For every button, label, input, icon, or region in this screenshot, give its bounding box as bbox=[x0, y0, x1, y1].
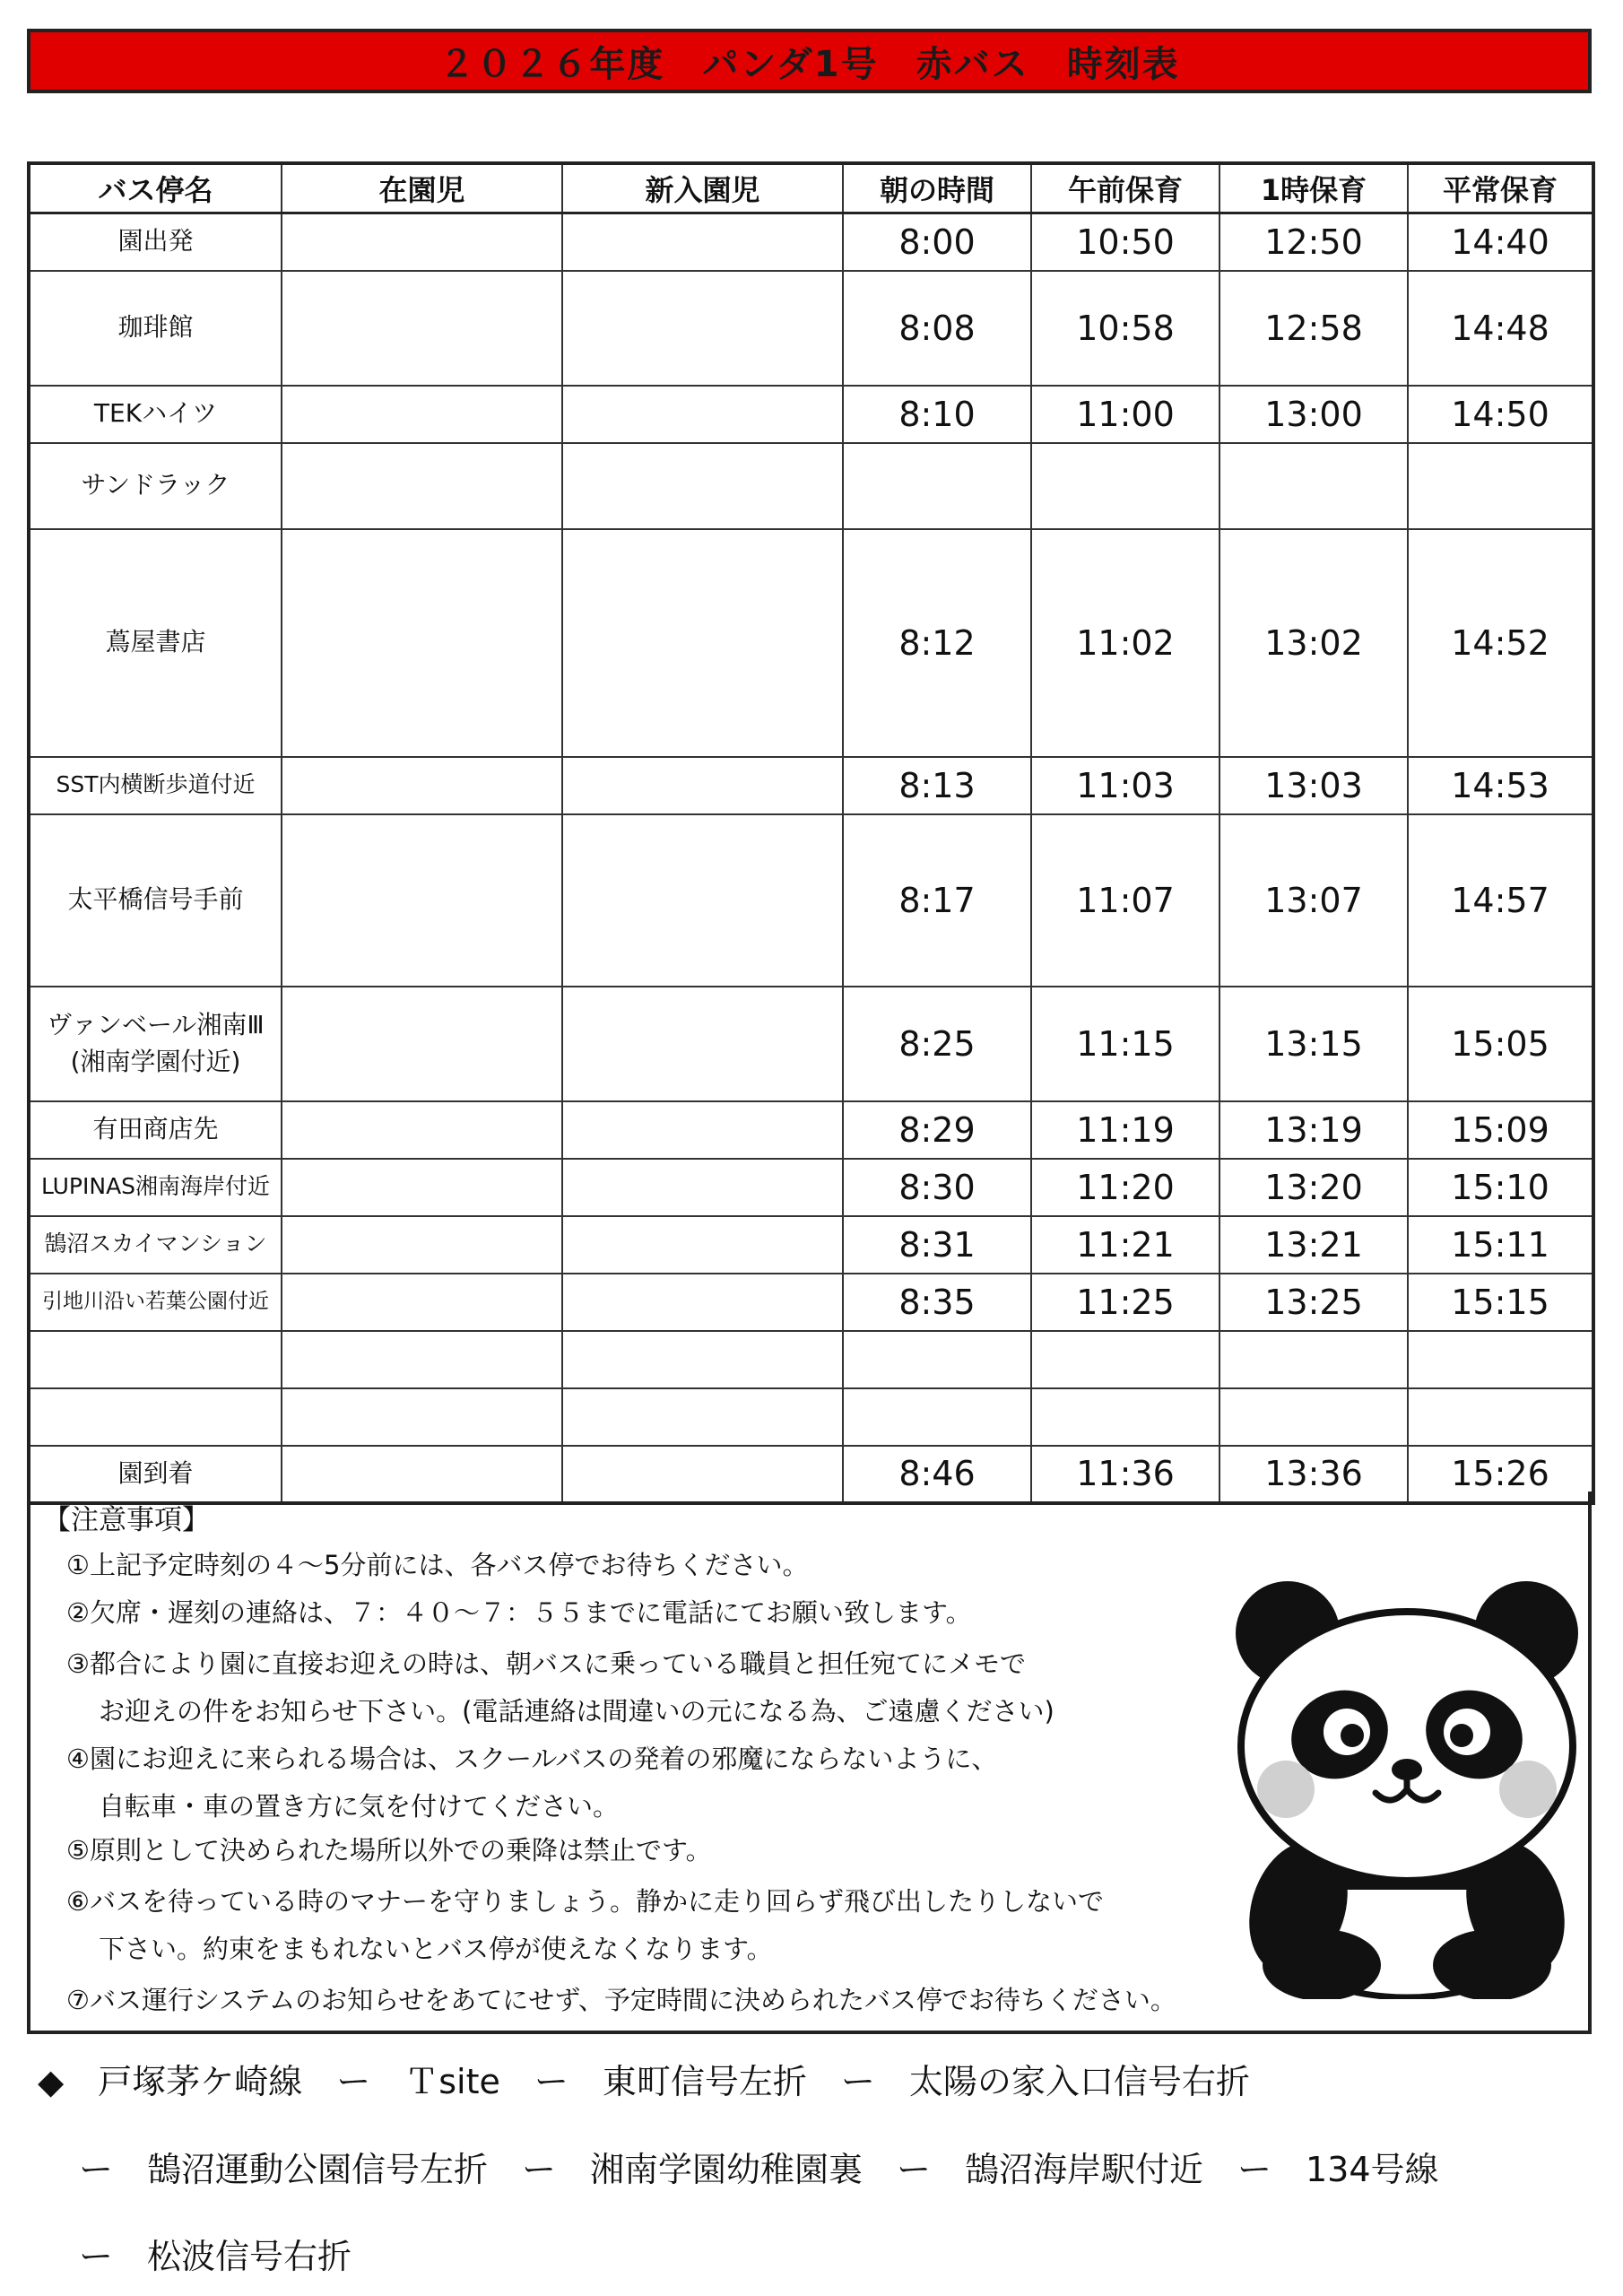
time-morning bbox=[843, 443, 1031, 529]
stop-name: 鵠沼スカイマンション bbox=[29, 1216, 282, 1274]
current-children-cell bbox=[282, 1331, 562, 1388]
time-regular: 15:09 bbox=[1408, 1101, 1593, 1159]
page-title: ２０２６年度 パンダ1号 赤バス 時刻表 bbox=[27, 29, 1592, 93]
stop-name: SST内横断歩道付近 bbox=[29, 757, 282, 814]
note-item-3-line2: お迎えの件をお知らせ下さい。(電話連絡は間違いの元になる為、ご遠慮ください) bbox=[99, 1696, 1055, 1726]
timetable bbox=[27, 161, 1595, 1505]
current-children-cell bbox=[282, 1159, 562, 1216]
time-am: 10:58 bbox=[1031, 271, 1219, 386]
note-item-6-line2: 下さい。約束をまもれないとバス停が使えなくなります。 bbox=[99, 1934, 773, 1964]
stop-name-line2: (湘南学園付近) bbox=[70, 1046, 241, 1076]
time-regular: 14:53 bbox=[1408, 757, 1593, 814]
current-children-cell bbox=[282, 529, 562, 757]
time-morning bbox=[843, 1388, 1031, 1446]
new-children-cell bbox=[562, 386, 843, 443]
new-children-cell bbox=[562, 1388, 843, 1446]
time-regular: 14:40 bbox=[1408, 213, 1593, 271]
table-row bbox=[29, 814, 1593, 987]
table-row bbox=[29, 1101, 1593, 1159]
note-item-3-line1: ③都合により園に直接お迎えの時は、朝バスに乗っている職員と担任宛てにメモで bbox=[66, 1648, 1026, 1679]
new-children-cell bbox=[562, 814, 843, 987]
time-one: 13:36 bbox=[1219, 1446, 1408, 1503]
time-regular bbox=[1408, 1388, 1593, 1446]
table-row bbox=[29, 271, 1593, 386]
new-children-cell bbox=[562, 1331, 843, 1388]
table-row bbox=[29, 213, 1593, 271]
header-one-oclock-session: 1時保育 bbox=[1219, 163, 1408, 213]
new-children-cell bbox=[562, 443, 843, 529]
table-row bbox=[29, 443, 1593, 529]
current-children-cell bbox=[282, 1101, 562, 1159]
note-item-1: ①上記予定時刻の４～5分前には、各バス停でお待ちください。 bbox=[66, 1550, 809, 1580]
stop-name: 有田商店先 bbox=[29, 1101, 282, 1159]
time-am: 11:00 bbox=[1031, 386, 1219, 443]
time-regular: 15:15 bbox=[1408, 1274, 1593, 1331]
time-morning: 8:17 bbox=[843, 814, 1031, 987]
time-one: 13:07 bbox=[1219, 814, 1408, 987]
note-item-4-line2: 自転車・車の置き方に気を付けてください。 bbox=[99, 1791, 620, 1822]
table-row bbox=[29, 987, 1593, 1101]
header-am-session: 午前保育 bbox=[1031, 163, 1219, 213]
new-children-cell bbox=[562, 1101, 843, 1159]
note-item-2: ②欠席・遅刻の連絡は、７：４０～７：５５までに電話にてお願い致します。 bbox=[66, 1597, 972, 1628]
header-current-children: 在園児 bbox=[282, 163, 562, 213]
stop-name-line1: ヴァンベール湘南Ⅲ bbox=[47, 1009, 265, 1039]
time-one bbox=[1219, 1331, 1408, 1388]
current-children-cell bbox=[282, 987, 562, 1101]
table-header-row bbox=[29, 163, 1593, 213]
time-one bbox=[1219, 1388, 1408, 1446]
time-morning: 8:29 bbox=[843, 1101, 1031, 1159]
table-row bbox=[29, 1274, 1593, 1331]
time-regular: 15:26 bbox=[1408, 1446, 1593, 1503]
time-one: 13:02 bbox=[1219, 529, 1408, 757]
time-morning: 8:30 bbox=[843, 1159, 1031, 1216]
time-regular: 15:11 bbox=[1408, 1216, 1593, 1274]
stop-name bbox=[29, 1388, 282, 1446]
time-regular bbox=[1408, 443, 1593, 529]
time-one: 13:03 bbox=[1219, 757, 1408, 814]
current-children-cell bbox=[282, 443, 562, 529]
current-children-cell bbox=[282, 213, 562, 271]
current-children-cell bbox=[282, 1216, 562, 1274]
stop-name: 太平橋信号手前 bbox=[29, 814, 282, 987]
table-row bbox=[29, 1216, 1593, 1274]
current-children-cell bbox=[282, 386, 562, 443]
new-children-cell bbox=[562, 1274, 843, 1331]
time-regular: 14:52 bbox=[1408, 529, 1593, 757]
time-one bbox=[1219, 443, 1408, 529]
time-morning: 8:46 bbox=[843, 1446, 1031, 1503]
note-item-7: ⑦バス運行システムのお知らせをあてにせず、予定時間に決められたバス停でお待ちください。 bbox=[66, 1985, 1176, 2015]
note-item-6-line1: ⑥バスを待っている時のマナーを守りましょう。静かに走り回らず飛び出したりしないで bbox=[66, 1886, 1104, 1917]
new-children-cell bbox=[562, 987, 843, 1101]
note-item-3 bbox=[66, 1640, 1055, 1735]
route-line-1: ◆ 戸塚茅ケ崎線 ー Ｔsite ー 東町信号左折 ー 太陽の家入口信号右折 bbox=[38, 2062, 1250, 2101]
new-children-cell bbox=[562, 529, 843, 757]
table-row bbox=[29, 1159, 1593, 1216]
time-one: 13:21 bbox=[1219, 1216, 1408, 1274]
stop-name: 引地川沿い若葉公園付近 bbox=[29, 1274, 282, 1331]
time-morning: 8:10 bbox=[843, 386, 1031, 443]
route-line-2: ー 鵠沼運動公園信号左折 ー 湘南学園幼稚園裏 ー 鵠沼海岸駅付近 ー 134号線 bbox=[79, 2150, 1439, 2189]
notes-heading: 【注意事項】 bbox=[43, 1504, 210, 1536]
time-am: 11:15 bbox=[1031, 987, 1219, 1101]
new-children-cell bbox=[562, 1159, 843, 1216]
time-morning: 8:31 bbox=[843, 1216, 1031, 1274]
time-am bbox=[1031, 1331, 1219, 1388]
time-am: 11:21 bbox=[1031, 1216, 1219, 1274]
time-am: 11:19 bbox=[1031, 1101, 1219, 1159]
header-bus-stop: バス停名 bbox=[29, 163, 282, 213]
time-regular: 14:48 bbox=[1408, 271, 1593, 386]
time-am bbox=[1031, 1388, 1219, 1446]
current-children-cell bbox=[282, 814, 562, 987]
table-row-empty bbox=[29, 1331, 1593, 1388]
time-am: 11:02 bbox=[1031, 529, 1219, 757]
header-new-children: 新入園児 bbox=[562, 163, 843, 213]
time-morning: 8:12 bbox=[843, 529, 1031, 757]
time-morning: 8:13 bbox=[843, 757, 1031, 814]
note-item-5: ⑤原則として決められた場所以外での乗降は禁止です。 bbox=[66, 1835, 712, 1866]
time-am: 11:25 bbox=[1031, 1274, 1219, 1331]
stop-name: 珈琲館 bbox=[29, 271, 282, 386]
time-morning: 8:35 bbox=[843, 1274, 1031, 1331]
time-regular: 14:57 bbox=[1408, 814, 1593, 987]
note-item-4 bbox=[66, 1735, 997, 1831]
stop-name bbox=[29, 1331, 282, 1388]
current-children-cell bbox=[282, 1274, 562, 1331]
time-am: 11:20 bbox=[1031, 1159, 1219, 1216]
table-row bbox=[29, 529, 1593, 757]
time-am: 11:36 bbox=[1031, 1446, 1219, 1503]
header-regular-session: 平常保育 bbox=[1408, 163, 1593, 213]
route-line-3: ー 松波信号右折 bbox=[79, 2237, 352, 2276]
new-children-cell bbox=[562, 271, 843, 386]
time-one: 13:00 bbox=[1219, 386, 1408, 443]
note-item-4-line1: ④園にお迎えに来られる場合は、スクールバスの発着の邪魔にならないように、 bbox=[66, 1744, 998, 1774]
stop-name: TEKハイツ bbox=[29, 386, 282, 443]
time-regular: 15:10 bbox=[1408, 1159, 1593, 1216]
time-one: 13:19 bbox=[1219, 1101, 1408, 1159]
table-row-empty bbox=[29, 1388, 1593, 1446]
stop-name: 蔦屋書店 bbox=[29, 529, 282, 757]
current-children-cell bbox=[282, 757, 562, 814]
stop-name: サンドラック bbox=[29, 443, 282, 529]
time-morning: 8:08 bbox=[843, 271, 1031, 386]
time-regular: 14:50 bbox=[1408, 386, 1593, 443]
header-morning-time: 朝の時間 bbox=[843, 163, 1031, 213]
stop-name: 園到着 bbox=[29, 1446, 282, 1503]
notes-section bbox=[27, 1492, 1592, 2034]
panda-illustration bbox=[1232, 1578, 1582, 1999]
time-regular bbox=[1408, 1331, 1593, 1388]
new-children-cell bbox=[562, 213, 843, 271]
time-morning bbox=[843, 1331, 1031, 1388]
stop-name: LUPINAS湘南海岸付近 bbox=[29, 1159, 282, 1216]
time-one: 13:15 bbox=[1219, 987, 1408, 1101]
new-children-cell bbox=[562, 757, 843, 814]
time-morning: 8:00 bbox=[843, 213, 1031, 271]
table-row bbox=[29, 757, 1593, 814]
current-children-cell bbox=[282, 271, 562, 386]
time-morning: 8:25 bbox=[843, 987, 1031, 1101]
stop-name-two-line bbox=[29, 987, 282, 1101]
time-one: 13:25 bbox=[1219, 1274, 1408, 1331]
note-item-6 bbox=[66, 1878, 1104, 1973]
time-am: 11:07 bbox=[1031, 814, 1219, 987]
time-one: 12:58 bbox=[1219, 271, 1408, 386]
table-row bbox=[29, 386, 1593, 443]
current-children-cell bbox=[282, 1388, 562, 1446]
time-one: 12:50 bbox=[1219, 213, 1408, 271]
time-am: 11:03 bbox=[1031, 757, 1219, 814]
new-children-cell bbox=[562, 1216, 843, 1274]
stop-name: 園出発 bbox=[29, 213, 282, 271]
time-am: 10:50 bbox=[1031, 213, 1219, 271]
time-one: 13:20 bbox=[1219, 1159, 1408, 1216]
time-am bbox=[1031, 443, 1219, 529]
time-regular: 15:05 bbox=[1408, 987, 1593, 1101]
